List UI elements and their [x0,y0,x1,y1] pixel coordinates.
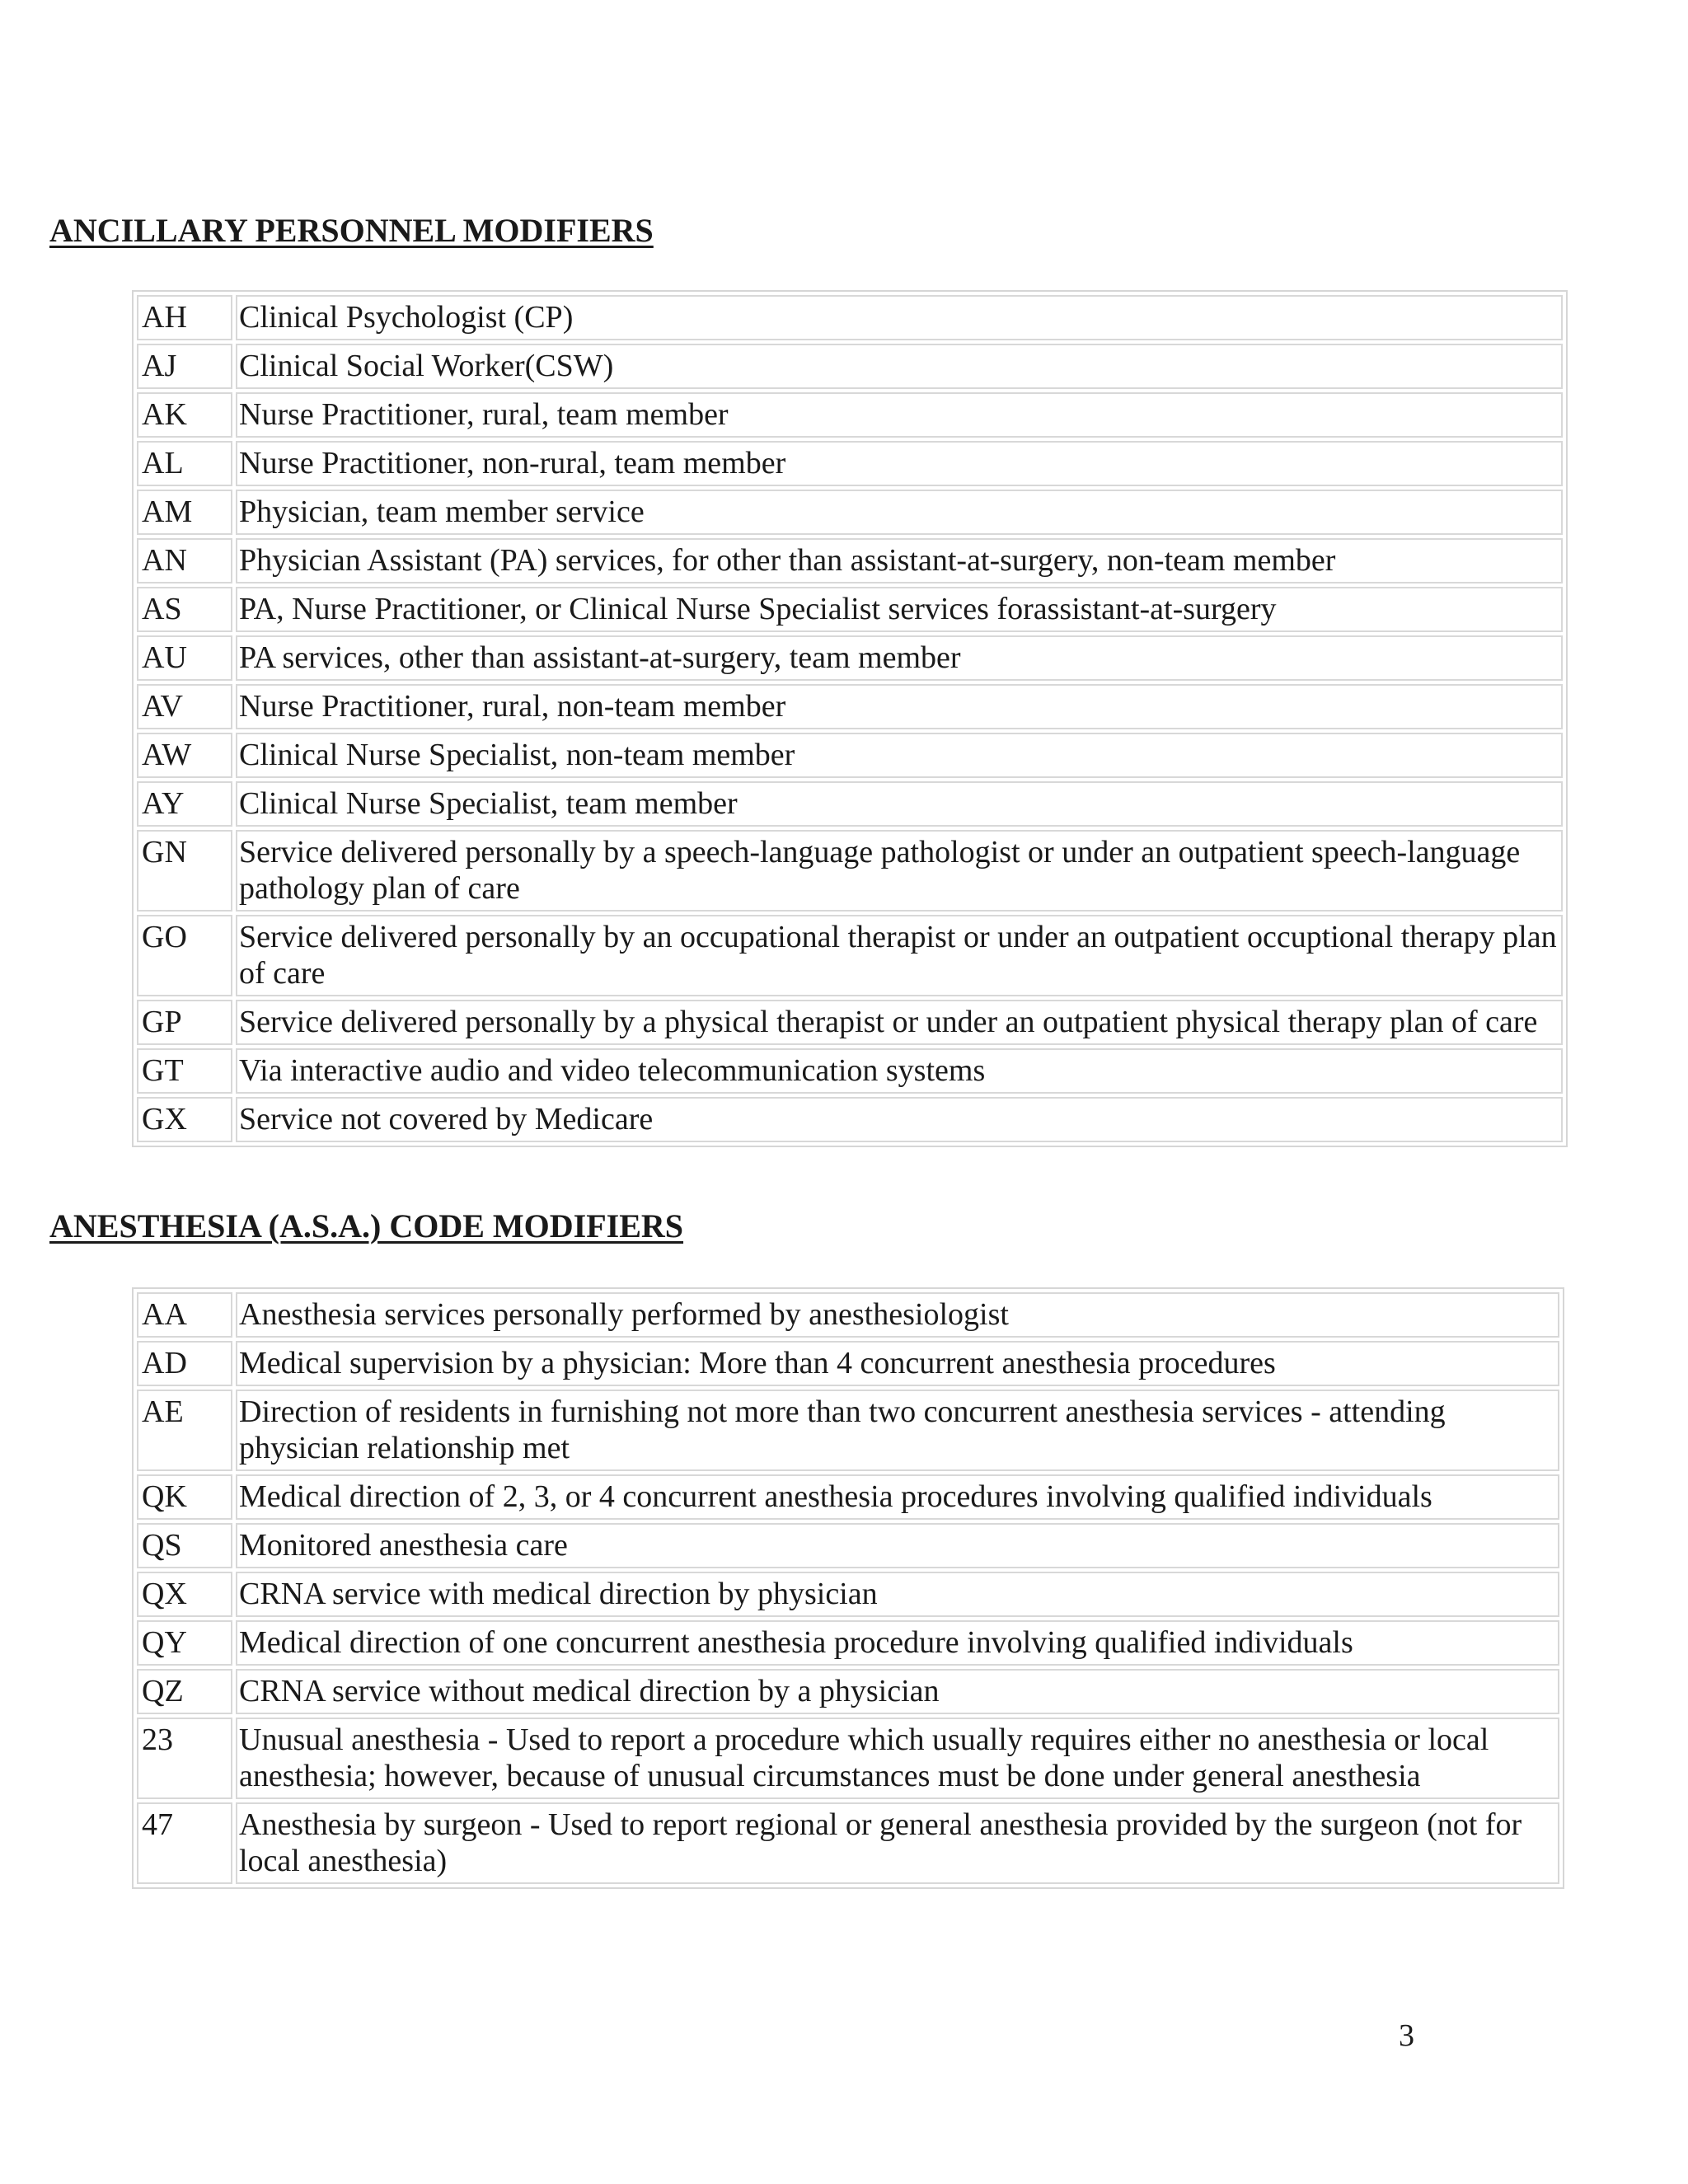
modifier-code: AH [137,295,232,340]
modifier-row [137,1718,1559,1799]
modifier-row [137,635,1563,681]
modifier-description: Service delivered personally by an occupational therapist or under an outpatient occuptional therapy plan of care [236,915,1563,996]
modifier-description: Service not covered by Medicare [236,1097,1563,1142]
modifier-row [137,295,1563,340]
modifier-code: AN [137,538,232,583]
modifier-description: Nurse Practitioner, rural, team member [236,392,1563,438]
modifier-code: 23 [137,1718,232,1799]
modifier-code: AV [137,684,232,729]
modifier-description: Clinical Psychologist (CP) [236,295,1563,340]
modifier-code: QK [137,1474,232,1520]
modifier-row [137,1048,1563,1094]
modifier-description: Physician Assistant (PA) services, for other than assistant-at-surgery, non-team member [236,538,1563,583]
modifier-description: Unusual anesthesia - Used to report a procedure which usually requires either no anesthesia or local anesthesia; however, because of unusual circumstances must be done under general anesthesia [236,1718,1559,1799]
modifier-description: Service delivered personally by a speech-language pathologist or under an outpatient speech-language pathology plan of care [236,830,1563,912]
modifier-description: PA services, other than assistant-at-surgery, team member [236,635,1563,681]
modifier-row [137,1000,1563,1045]
modifier-row [137,1341,1559,1386]
section-title-ancillary-personnel-modifiers: ANCILLARY PERSONNEL MODIFIERS [49,212,654,249]
modifier-row [137,1390,1559,1471]
modifier-row [137,1474,1559,1520]
modifier-code: GN [137,830,232,912]
modifier-row [137,684,1563,729]
modifier-row [137,781,1563,827]
modifier-row [137,1669,1559,1714]
modifier-code: AU [137,635,232,681]
modifier-description: Medical supervision by a physician: More than 4 concurrent anesthesia procedures [236,1341,1559,1386]
modifier-row [137,1572,1559,1617]
modifier-code: AS [137,587,232,632]
modifier-description: Via interactive audio and video telecommunication systems [236,1048,1563,1094]
modifier-code: GO [137,915,232,996]
modifier-code: AW [137,733,232,778]
modifier-description: Service delivered personally by a physical therapist or under an outpatient physical therapy plan of care [236,1000,1563,1045]
modifier-row [137,490,1563,535]
modifier-description: Clinical Nurse Specialist, non-team member [236,733,1563,778]
anesthesia-modifiers-body [137,1292,1559,1884]
modifier-description: Clinical Nurse Specialist, team member [236,781,1563,827]
modifier-row [137,830,1563,912]
modifier-description: Medical direction of one concurrent anesthesia procedure involving qualified individuals [236,1620,1559,1666]
modifier-code: AK [137,392,232,438]
modifier-description: Clinical Social Worker(CSW) [236,344,1563,389]
modifier-code: QS [137,1523,232,1568]
modifier-code: QY [137,1620,232,1666]
modifier-code: QX [137,1572,232,1617]
modifier-code: AM [137,490,232,535]
modifier-code: GT [137,1048,232,1094]
ancillary-modifiers-body [137,295,1563,1142]
modifier-code: AL [137,441,232,486]
modifier-description: Anesthesia by surgeon - Used to report regional or general anesthesia provided by the surgeon (not for local anesthesia) [236,1802,1559,1884]
modifier-row [137,392,1563,438]
modifier-code: AA [137,1292,232,1338]
modifier-row [137,1097,1563,1142]
modifier-row [137,538,1563,583]
section-title-anesthesia-code-modifiers: ANESTHESIA (A.S.A.) CODE MODIFIERS [49,1207,684,1244]
modifier-code: GP [137,1000,232,1045]
modifier-description: CRNA service without medical direction by a physician [236,1669,1559,1714]
modifier-row [137,733,1563,778]
modifier-code: QZ [137,1669,232,1714]
modifier-row [137,1292,1559,1338]
modifier-code: AY [137,781,232,827]
modifier-description: Nurse Practitioner, rural, non-team member [236,684,1563,729]
modifier-row [137,344,1563,389]
ancillary-modifiers-table [132,290,1568,1147]
modifier-description: Physician, team member service [236,490,1563,535]
modifier-row [137,441,1563,486]
modifier-description: Monitored anesthesia care [236,1523,1559,1568]
modifier-row [137,1802,1559,1884]
modifier-description: PA, Nurse Practitioner, or Clinical Nurse Specialist services forassistant-at-surgery [236,587,1563,632]
modifier-description: Nurse Practitioner, non-rural, team member [236,441,1563,486]
modifier-row [137,1620,1559,1666]
modifier-code: 47 [137,1802,232,1884]
modifier-code: AJ [137,344,232,389]
page-number: 3 [1399,2018,1414,2053]
modifier-row [137,1523,1559,1568]
anesthesia-modifiers-table [132,1287,1564,1889]
modifier-code: AD [137,1341,232,1386]
modifier-description: Medical direction of 2, 3, or 4 concurrent anesthesia procedures involving qualified individuals [236,1474,1559,1520]
modifier-description: Direction of residents in furnishing not more than two concurrent anesthesia services - attending physician relationship met [236,1390,1559,1471]
modifier-code: GX [137,1097,232,1142]
modifier-row [137,587,1563,632]
modifier-code: AE [137,1390,232,1471]
modifier-row [137,915,1563,996]
modifier-description: CRNA service with medical direction by physician [236,1572,1559,1617]
modifier-description: Anesthesia services personally performed by anesthesiologist [236,1292,1559,1338]
